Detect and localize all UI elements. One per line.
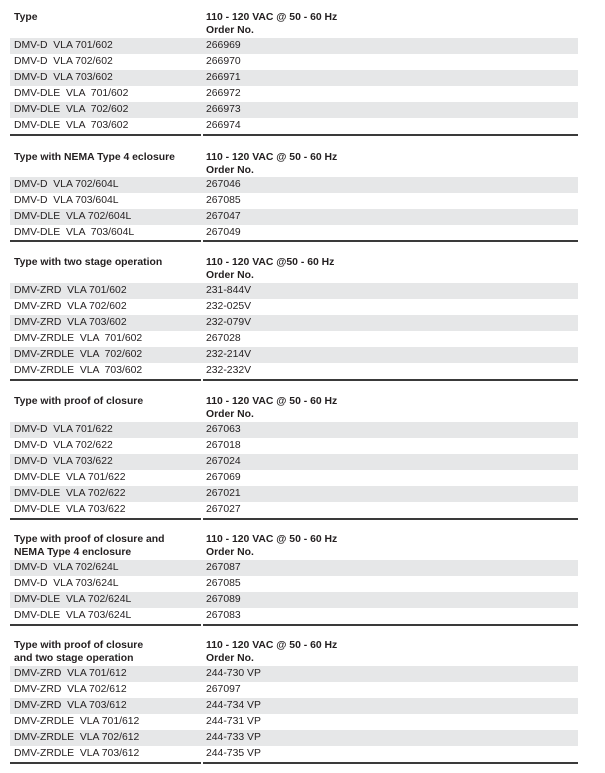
type-heading: Type with NEMA Type 4 eclosure	[14, 152, 175, 163]
type-cell: DMV-DLE VLA 703/604L	[14, 227, 135, 238]
voltage-heading: 110 - 120 VAC @ 50 - 60 Hz Order No.	[206, 396, 338, 420]
type-cell: DMV-ZRDLE VLA 703/612	[14, 748, 140, 759]
order-cell: 267089	[206, 594, 241, 605]
type-cell: DMV-ZRD VLA 701/602	[14, 285, 127, 296]
table-row	[10, 682, 578, 698]
order-cell: 267024	[206, 456, 241, 467]
type-cell: DMV-ZRD VLA 703/602	[14, 317, 127, 328]
order-cell: 232-079V	[206, 317, 252, 328]
type-cell: DMV-D VLA 702/624L	[14, 562, 119, 573]
section-divider	[10, 624, 578, 626]
table-row	[10, 209, 578, 225]
table-row	[10, 746, 578, 762]
type-cell: DMV-ZRD VLA 702/602	[14, 301, 127, 312]
order-cell: 267085	[206, 578, 241, 589]
voltage-heading: 110 - 120 VAC @ 50 - 60 Hz Order No.	[206, 640, 338, 664]
order-cell: 266971	[206, 72, 241, 83]
order-cell: 267083	[206, 610, 241, 621]
rows	[10, 38, 578, 134]
type-cell: DMV-DLE VLA 701/602	[14, 88, 129, 99]
table-row	[10, 102, 578, 118]
order-cell: 267046	[206, 179, 241, 190]
table-row	[10, 592, 578, 608]
type-cell: DMV-D VLA 702/622	[14, 440, 113, 451]
type-cell: DMV-ZRD VLA 702/612	[14, 684, 127, 695]
table-row	[10, 86, 578, 102]
rows	[10, 666, 578, 762]
table-row	[10, 299, 578, 315]
table-row	[10, 54, 578, 70]
table-row	[10, 730, 578, 746]
type-cell: DMV-ZRDLE VLA 702/612	[14, 732, 140, 743]
table-row	[10, 177, 578, 193]
table-row	[10, 193, 578, 209]
order-cell: 266972	[206, 88, 241, 99]
table-row	[10, 576, 578, 592]
type-cell: DMV-D VLA 702/602	[14, 56, 113, 67]
table-row	[10, 283, 578, 299]
order-cell: 267018	[206, 440, 241, 451]
type-heading: Type with proof of closure	[14, 396, 144, 407]
table-row	[10, 438, 578, 454]
rows	[10, 283, 578, 379]
type-cell: DMV-ZRDLE VLA 701/612	[14, 716, 140, 727]
order-cell: 267087	[206, 562, 241, 573]
order-cell: 244-735 VP	[206, 748, 261, 759]
type-cell: DMV-DLE VLA 702/602	[14, 104, 129, 115]
type-cell: DMV-ZRDLE VLA 701/602	[14, 333, 143, 344]
voltage-heading: 110 - 120 VAC @ 50 - 60 Hz Order No.	[206, 534, 338, 558]
type-cell: DMV-D VLA 703/624L	[14, 578, 119, 589]
table-row	[10, 560, 578, 576]
section-divider	[10, 240, 578, 242]
type-cell: DMV-DLE VLA 702/622	[14, 488, 126, 499]
type-cell: DMV-DLE VLA 701/622	[14, 472, 126, 483]
type-cell: DMV-D VLA 703/622	[14, 456, 113, 467]
table-row	[10, 470, 578, 486]
order-cell: 244-731 VP	[206, 716, 261, 727]
type-heading: Type with proof of closure and two stage operation	[14, 640, 144, 664]
type-cell: DMV-D VLA 703/604L	[14, 195, 119, 206]
type-cell: DMV-ZRDLE VLA 703/602	[14, 365, 143, 376]
type-cell: DMV-DLE VLA 702/624L	[14, 594, 132, 605]
order-cell: 267085	[206, 195, 241, 206]
table-row	[10, 454, 578, 470]
order-cell: 267028	[206, 333, 241, 344]
table-row	[10, 502, 578, 518]
table-row	[10, 698, 578, 714]
order-cell: 244-730 VP	[206, 668, 261, 679]
order-cell: 232-232V	[206, 365, 252, 376]
type-heading: Type with two stage operation	[14, 257, 163, 268]
order-cell: 267097	[206, 684, 241, 695]
type-cell: DMV-DLE VLA 702/604L	[14, 211, 132, 222]
order-cell: 267021	[206, 488, 241, 499]
order-cell: 266973	[206, 104, 241, 115]
table-row	[10, 666, 578, 682]
type-heading: Type	[14, 12, 38, 23]
order-cell: 232-025V	[206, 301, 252, 312]
voltage-heading: 110 - 120 VAC @50 - 60 Hz Order No.	[206, 257, 335, 281]
type-cell: DMV-ZRDLE VLA 702/602	[14, 349, 143, 360]
order-cell: 244-734 VP	[206, 700, 261, 711]
table-row	[10, 118, 578, 134]
table-row	[10, 38, 578, 54]
order-cell: 267063	[206, 424, 241, 435]
order-cell: 267047	[206, 211, 241, 222]
type-cell: DMV-ZRD VLA 701/612	[14, 668, 127, 679]
order-cell: 267049	[206, 227, 241, 238]
type-cell: DMV-ZRD VLA 703/612	[14, 700, 127, 711]
table-row	[10, 347, 578, 363]
order-cell: 266969	[206, 40, 241, 51]
table-row	[10, 608, 578, 624]
table-row	[10, 422, 578, 438]
order-cell: 267069	[206, 472, 241, 483]
type-cell: DMV-DLE VLA 703/622	[14, 504, 126, 515]
type-cell: DMV-DLE VLA 703/624L	[14, 610, 132, 621]
order-cell: 266974	[206, 120, 241, 131]
table-row	[10, 70, 578, 86]
order-cell: 266970	[206, 56, 241, 67]
type-cell: DMV-D VLA 701/622	[14, 424, 113, 435]
order-cell: 231-844V	[206, 285, 252, 296]
type-cell: DMV-D VLA 702/604L	[14, 179, 119, 190]
table-row	[10, 331, 578, 347]
voltage-heading: 110 - 120 VAC @ 50 - 60 Hz Order No.	[206, 152, 338, 176]
table-row	[10, 225, 578, 241]
section-divider	[10, 762, 578, 764]
table-row	[10, 714, 578, 730]
order-cell: 244-733 VP	[206, 732, 261, 743]
voltage-heading: 110 - 120 VAC @ 50 - 60 Hz Order No.	[206, 12, 338, 36]
rows	[10, 560, 578, 624]
type-cell: DMV-D VLA 701/602	[14, 40, 113, 51]
section-divider	[10, 379, 578, 381]
order-cell: 267027	[206, 504, 241, 515]
type-heading: Type with proof of closure and NEMA Type 4 enclosure	[14, 534, 165, 558]
type-cell: DMV-DLE VLA 703/602	[14, 120, 129, 131]
table-row	[10, 363, 578, 379]
order-cell: 232-214V	[206, 349, 252, 360]
rows	[10, 177, 578, 241]
section-divider	[10, 518, 578, 520]
table-row	[10, 315, 578, 331]
type-cell: DMV-D VLA 703/602	[14, 72, 113, 83]
section-divider	[10, 134, 578, 136]
rows	[10, 422, 578, 518]
table-row	[10, 486, 578, 502]
